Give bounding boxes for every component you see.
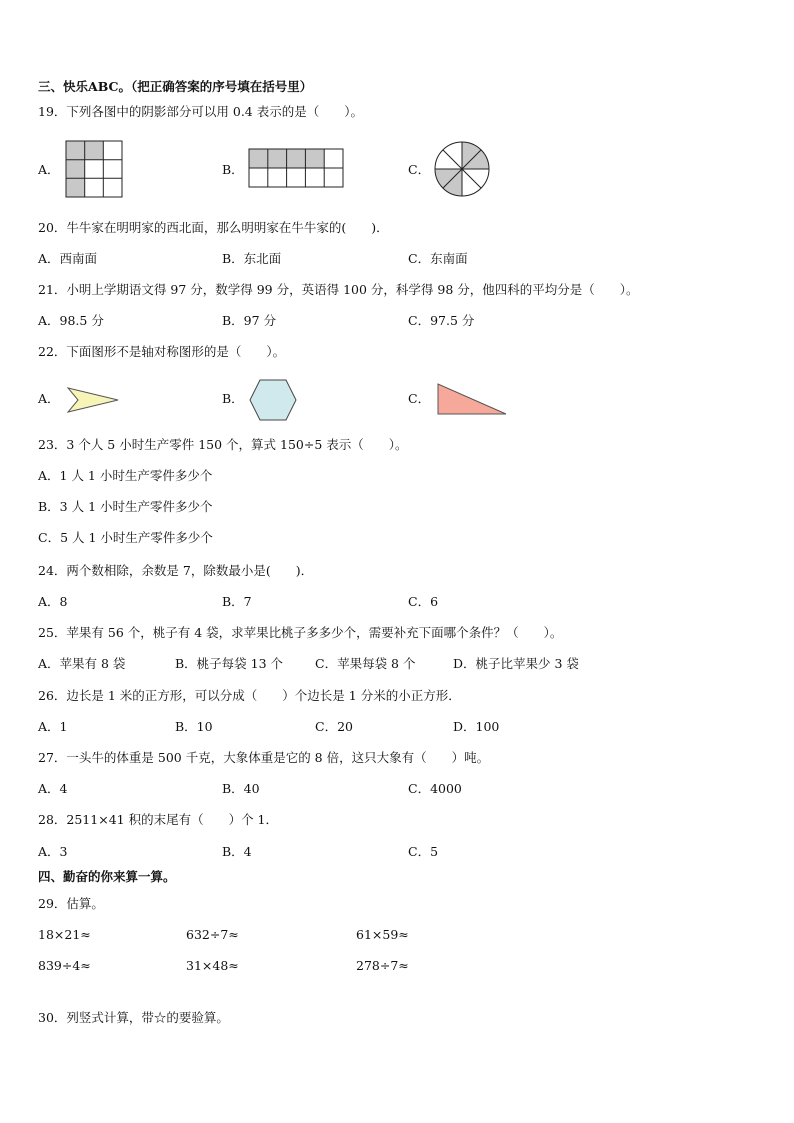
q29-estimate-item: 18×21≈ <box>38 927 91 942</box>
q22-figure-c-right-triangle <box>436 382 508 416</box>
q23-option-b: B．3 人 1 小时生产零件多少个 <box>38 499 213 514</box>
question-27-stem: 27．一头牛的体重是 500 千克，大象体重是它的 8 倍，这只大象有（ ）吨。 <box>38 750 490 765</box>
question-23-stem: 23．3 个人 5 小时生产零件 150 个，算式 150÷5 表示（ ）。 <box>38 437 408 452</box>
q28-option-b: B．4 <box>222 844 252 859</box>
question-21-stem: 21．小明上学期语文得 97 分，数学得 99 分，英语得 100 分，科学得 98 分，他四科的平均分是（ ）。 <box>38 282 639 297</box>
q22-option-b-label: B． <box>222 391 244 406</box>
q26-option-d: D．100 <box>453 719 500 734</box>
section-3-heading: 三、快乐ABC。（把正确答案的序号填在括号里） <box>38 79 313 94</box>
q24-option-c: C．6 <box>408 594 439 609</box>
question-20-stem: 20．牛牛家在明明家的西北面，那么明明家在牛牛家的( )． <box>38 220 389 235</box>
q20-option-a: A．西南面 <box>38 251 98 266</box>
q22-option-c-label: C． <box>408 391 431 406</box>
question-25-stem: 25．苹果有 56 个，桃子有 4 袋，求苹果比桃子多多少个，需要补充下面哪个条件？（ ）。 <box>38 625 563 640</box>
question-22-stem: 22．下面图形不是轴对称图形的是（ ）。 <box>38 344 286 359</box>
question-24-stem: 24．两个数相除，余数是 7，除数最小是( )． <box>38 563 314 578</box>
q19-figure-b-strip <box>248 148 344 188</box>
q27-option-c: C．4000 <box>408 781 462 796</box>
q21-option-b: B．97 分 <box>222 313 277 328</box>
q26-option-b: B．10 <box>175 719 213 734</box>
q29-estimate-item: 278÷7≈ <box>356 958 409 973</box>
question-26-stem: 26．边长是 1 米的正方形，可以分成（ ）个边长是 1 分米的小正方形． <box>38 688 461 703</box>
q28-option-a: A．3 <box>38 844 68 859</box>
q29-estimate-item: 632÷7≈ <box>186 927 239 942</box>
q23-option-a: A．1 人 1 小时生产零件多少个 <box>38 468 213 483</box>
q28-option-c: C．5 <box>408 844 439 859</box>
q19-figure-c-circle <box>433 140 491 198</box>
q27-option-b: B．40 <box>222 781 260 796</box>
question-30-stem: 30．列竖式计算，带☆的要验算。 <box>38 1010 229 1025</box>
q26-option-a: A．1 <box>38 719 68 734</box>
q24-option-b: B．7 <box>222 594 252 609</box>
question-19-stem: 19．下列各图中的阴影部分可以用 0.4 表示的是（ ）。 <box>38 104 363 119</box>
q27-option-a: A．4 <box>38 781 68 796</box>
q23-option-c: C．5 人 1 小时生产零件多少个 <box>38 530 213 545</box>
question-28-stem: 28．2511×41 积的末尾有（ ）个 1． <box>38 812 278 827</box>
q25-option-d: D．桃子比苹果少 3 袋 <box>453 656 579 671</box>
q22-figure-a-arrow-shape <box>66 386 122 414</box>
q21-option-a: A．98.5 分 <box>38 313 104 328</box>
q25-option-b: B．桃子每袋 13 个 <box>175 656 284 671</box>
q22-figure-b-hexagon <box>248 378 298 422</box>
q24-option-a: A．8 <box>38 594 68 609</box>
q26-option-c: C．20 <box>315 719 353 734</box>
q29-estimate-item: 839÷4≈ <box>38 958 91 973</box>
section-4-heading: 四、勤奋的你来算一算。 <box>38 869 176 884</box>
q29-estimate-item: 31×48≈ <box>186 958 239 973</box>
question-29-stem: 29．估算。 <box>38 896 104 911</box>
q20-option-c: C．东南面 <box>408 251 468 266</box>
q29-estimate-item: 61×59≈ <box>356 927 409 942</box>
q19-figure-a-grid <box>65 140 123 198</box>
q19-option-a-label: A． <box>38 162 60 177</box>
q19-option-b-label: B． <box>222 162 244 177</box>
q21-option-c: C．97.5 分 <box>408 313 475 328</box>
q19-option-c-label: C． <box>408 162 431 177</box>
q25-option-a: A．苹果有 8 袋 <box>38 656 126 671</box>
q22-option-a-label: A． <box>38 391 60 406</box>
q25-option-c: C．苹果每袋 8 个 <box>315 656 416 671</box>
q20-option-b: B．东北面 <box>222 251 282 266</box>
